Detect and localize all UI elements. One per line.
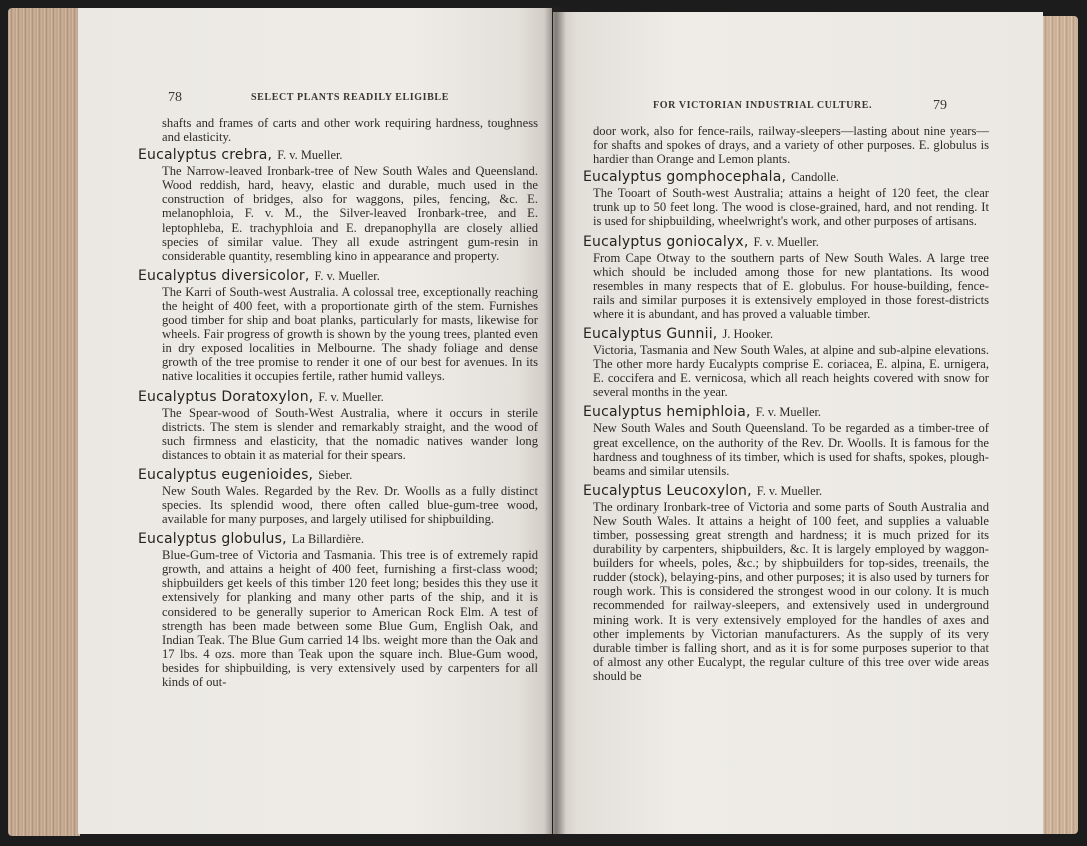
- entry-heading: [583, 168, 989, 186]
- entry-text: Blue-Gum-tree of Victoria and Tasmania. This tree is of extremely rapid growth, and attains a height of 400 feet, furnishing a first-class wood; shipbuilders get keels of this timber 120 feet long; besides this they use it extensively for planking and many other parts of the ship, and it is considered to be generally superior to American Rock Elm. A test of strength has been made between some Blue Gum, English Oak, and Indian Teak. The Blue Gum carried 14 lbs. weight more than the Oak and 17 lbs. 4 ozs. more than Teak upon the square inch. Blue-Gum wood, besides for shipbuilding, is very extensively used by carpenters for all kinds of out-: [162, 548, 538, 689]
- entry-heading: [138, 530, 538, 548]
- entry-text: From Cape Otway to the southern parts of New South Wales. A large tree which should be included among those for new plantations. Its wood resembles in many respects that of E. globulus. For house-building, fence-rails and similar purposes it is extensively employed in those forest-districts where it is abundant, and has proved a valuable timber.: [593, 250, 989, 321]
- species-authority: Sieber.: [318, 467, 353, 482]
- continuation-text: door work, also for fence-rails, railway-sleepers—lasting about nine years—for shafts and spokes of drays, and a variety of other purposes. E. globulus is hardier than Orange and Lemon plants.: [593, 124, 989, 167]
- species-name: Eucalyptus eugenioides,: [138, 466, 314, 483]
- entry-text: The ordinary Ironbark-tree of Victoria and some parts of South Australia and New South Wales. It attains a height of 100 feet, and supplies a valuable timber, possessing great strength and hardness; it is much prized for its durability by carpenters, shipbuilders, &c. It is largely employed by waggon-builders for wheels, poles, &c.; by shipbuilders for top-sides, treenails, the rudder (stock), belaying-pins, and other purposes; it is also used by turners for rough work. This is considered the strongest wood in our colony. It is much recommended for railway-sleepers, and extensively used in underground mining work. It is very extensively employed for the handles of axes and other implements by Victorian manufacturers. As the supply of its very durable timber is falling short, and as it is for some purposes superior to that of almost any other Eucalypt, the regular culture of this tree over wide areas should be: [593, 499, 989, 683]
- running-head-left: SELECT PLANTS READILY ELIGIBLE: [251, 92, 449, 103]
- species-name: Eucalyptus globulus,: [138, 531, 287, 548]
- page-number-right: 79: [933, 98, 947, 113]
- page-edges-right: [1042, 16, 1078, 834]
- entry-heading: [583, 482, 989, 500]
- species-entry: [583, 482, 989, 683]
- species-entry: [583, 168, 989, 229]
- species-authority: F. v. Mueller.: [755, 405, 822, 420]
- species-name: Eucalyptus Doratoxylon,: [138, 388, 314, 405]
- page-edges-left: [8, 8, 80, 836]
- entry-text: Victoria, Tasmania and New South Wales, at alpine and sub-alpine elevations. The other more hardy Eucalypts comprise E. coriacea, E. alpina, E. urnigera, E. coccifera and E. vernicosa, which all reach heights covered with snow for several months in the year.: [593, 343, 989, 400]
- species-entry: [583, 233, 989, 321]
- species-authority: F. v. Mueller.: [756, 483, 823, 498]
- entry-text: The Narrow-leaved Ironbark-tree of New South Wales and Queensland. Wood reddish, hard, heavy, elastic and durable, much used in the construction of bridges, also for waggons, piles, fencing, &c. E. melanophloia, F. v. M., the Silver-leaved Ironbark-tree, and E. leptophleba, E. trachyphloia and E. drepanophylla are closely allied species of similar value. They all exude astringent gum-resin in considerable quantity, resembling kino in appearance and property.: [162, 164, 538, 263]
- species-authority: J. Hooker.: [722, 327, 774, 342]
- entry-text: The Tooart of South-west Australia; attains a height of 120 feet, the clear trunk up to 50 feet long. The wood is close-grained, hard, and not rending. It is used for shipbuilding, wheelwright's work, and other purposes of artisans.: [593, 186, 989, 229]
- entry-heading: [583, 403, 989, 421]
- entry-text: The Spear-wood of South-West Australia, where it occurs in sterile districts. The stem is slender and remarkably straight, and the wood of such firmness and elasticity, that the nomadic natives wander long distances to obtain it as material for their spears.: [162, 405, 538, 462]
- entry-heading: [138, 466, 538, 484]
- species-name: Eucalyptus Leucoxylon,: [583, 482, 752, 499]
- entry-heading: [138, 388, 538, 406]
- left-text-column: [138, 116, 538, 693]
- left-page: [78, 8, 552, 834]
- species-authority: F. v. Mueller.: [753, 234, 819, 249]
- species-name: Eucalyptus diversicolor,: [138, 267, 310, 284]
- species-name: Eucalyptus gomphocephala,: [583, 169, 787, 186]
- species-authority: La Billardière.: [291, 532, 365, 547]
- species-authority: F. v. Mueller.: [318, 389, 384, 404]
- entry-text: New South Wales. Regarded by the Rev. Dr. Woolls as a fully distinct species. Its splendid wood, there often called blue-gum-tree wood, available for many purposes, and largely utilised for shipbuilding.: [162, 483, 538, 527]
- entry-heading: [583, 325, 989, 343]
- species-entry: [138, 466, 538, 527]
- page-number-left: 78: [168, 90, 182, 105]
- right-text-column: [583, 124, 989, 687]
- species-entry: [138, 530, 538, 689]
- species-authority: Candolle.: [791, 170, 839, 185]
- species-name: Eucalyptus crebra,: [138, 147, 273, 164]
- entry-heading: [138, 267, 538, 285]
- entry-heading: [138, 146, 538, 164]
- species-name: Eucalyptus goniocalyx,: [583, 233, 749, 250]
- book-gutter: [544, 6, 566, 840]
- entry-heading: [583, 233, 989, 251]
- species-entry: [583, 403, 989, 478]
- species-authority: F. v. Mueller.: [277, 148, 343, 163]
- right-page: [553, 12, 1043, 834]
- running-head-right: FOR VICTORIAN INDUSTRIAL CULTURE.: [653, 100, 873, 111]
- species-name: Eucalyptus Gunnii,: [583, 326, 718, 343]
- entry-text: New South Wales and South Queensland. To be regarded as a timber-tree of great excellence, on the authority of the Rev. Dr. Woolls. It is famous for the hardness and toughness of its timber, which is used for shafts, spokes, plough-beams and similar utensils.: [593, 421, 989, 478]
- continuation-text: shafts and frames of carts and other work requiring hardness, toughness and elasticity.: [162, 116, 538, 145]
- species-name: Eucalyptus hemiphloia,: [583, 404, 751, 421]
- open-book: [8, 6, 1080, 840]
- species-authority: F. v. Mueller.: [314, 268, 380, 283]
- entry-text: The Karri of South-west Australia. A colossal tree, exceptionally reaching the height of 400 feet, with a proportionate girth of the stem. Furnishes good timber for ship and boat planks, particularly for masts, likewise for wheels. Fair progress of growth is shown by the young trees, planted even in dry exposed localities in Melbourne. The shady foliage and dense growth of the tree promise to render it one of our best for avenues. In its native localities it occupies fertile, rather humid valleys.: [162, 284, 538, 384]
- species-entry: [138, 146, 538, 263]
- species-entry: [138, 267, 538, 384]
- species-entry: [583, 325, 989, 400]
- species-entry: [138, 388, 538, 462]
